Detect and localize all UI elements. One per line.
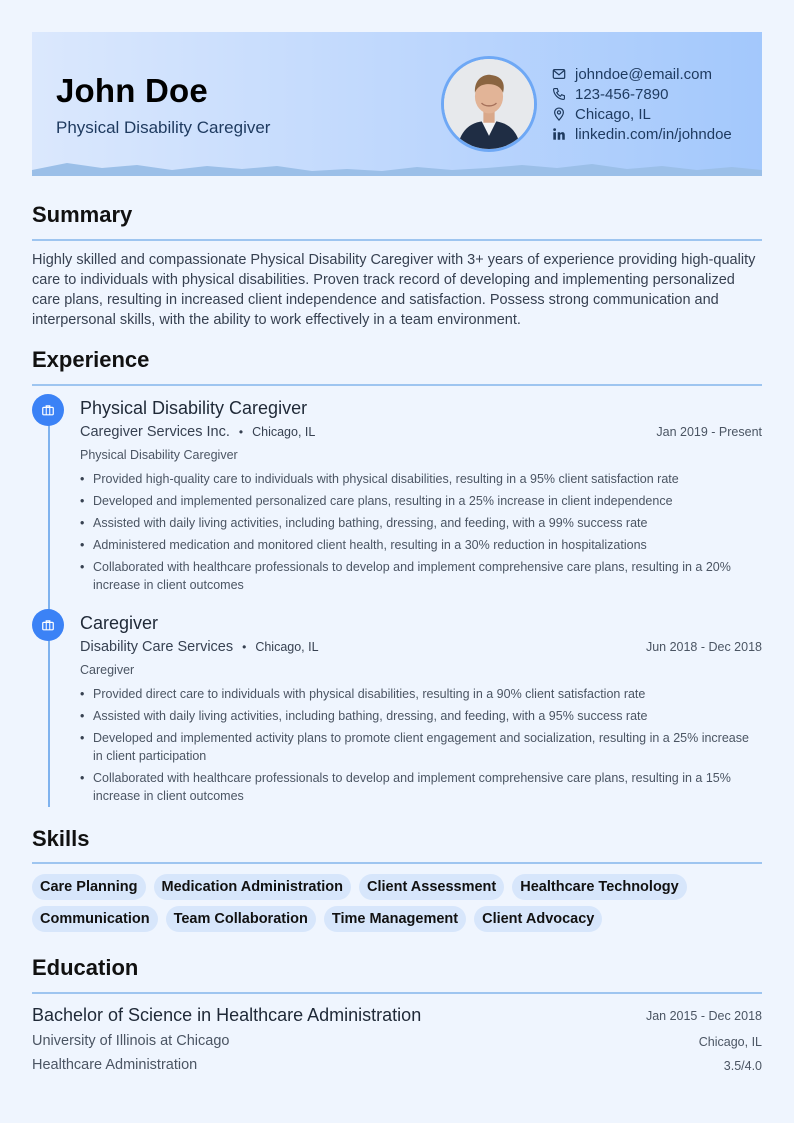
skill-chip: Healthcare Technology <box>512 874 686 900</box>
separator-dot: • <box>238 425 244 439</box>
phone-text: 123-456-7890 <box>575 85 669 103</box>
candidate-title: Physical Disability Caregiver <box>56 118 271 137</box>
bullet-item: • Collaborated with healthcare professionals to develop and implement comprehensive care plans, resulting in a 20% increase in client outcomes <box>80 558 760 594</box>
job-location: Chicago, IL <box>255 640 319 654</box>
job-role: Caregiver <box>80 663 135 677</box>
contact-list <box>552 64 732 144</box>
skills-divider <box>32 862 762 864</box>
bullet-item: • Provided high-quality care to individuals with physical disabilities, resulting in a 95% client satisfaction rate <box>80 470 760 488</box>
map-pin-icon <box>552 107 566 121</box>
job-title: Physical Disability Caregiver <box>80 398 308 418</box>
job-bullets <box>80 685 760 809</box>
job-meta <box>80 639 319 655</box>
skill-chip: Team Collaboration <box>166 906 316 932</box>
bullet-item: • Assisted with daily living activities, including bathing, dressing, and feeding, with a 95% success rate <box>80 707 760 725</box>
skills-heading: Skills <box>32 826 90 851</box>
job-location: Chicago, IL <box>252 425 316 439</box>
bullet-item: • Collaborated with healthcare professionals to develop and implement comprehensive care plans, resulting in a 15% increase in client outcomes <box>80 769 760 805</box>
education-degree: Bachelor of Science in Healthcare Administration <box>32 1005 422 1025</box>
email-text: johndoe@email.com <box>575 65 712 83</box>
job-marker <box>32 609 64 641</box>
linkedin-text: linkedin.com/in/johndoe <box>575 125 732 143</box>
briefcase-icon <box>41 403 55 417</box>
header-wave-decoration <box>32 160 762 176</box>
education-gpa: 3.5/4.0 <box>723 1059 762 1073</box>
education-location: Chicago, IL <box>698 1035 762 1049</box>
skills-list <box>32 874 732 932</box>
skill-chip: Care Planning <box>32 874 146 900</box>
phone-icon <box>552 87 566 101</box>
job-dates: Jan 2019 - Present <box>656 425 762 439</box>
contact-phone[interactable] <box>552 84 732 104</box>
skill-chip: Time Management <box>324 906 466 932</box>
skill-chip: Client Advocacy <box>474 906 602 932</box>
education-field: Healthcare Administration <box>32 1057 198 1073</box>
summary-heading: Summary <box>32 202 133 227</box>
skill-chip: Medication Administration <box>154 874 352 900</box>
location-text: Chicago, IL <box>575 105 651 123</box>
experience-heading: Experience <box>32 347 150 372</box>
bullet-item: • Developed and implemented personalized care plans, resulting in a 25% increase in client independence <box>80 492 760 510</box>
mail-icon <box>552 67 566 81</box>
bullet-item: • Administered medication and monitored client health, resulting in a 30% reduction in hospitalizations <box>80 536 760 554</box>
summary-divider <box>32 239 762 241</box>
candidate-name: John Doe <box>56 72 208 109</box>
skill-chip: Communication <box>32 906 158 932</box>
job-company: Caregiver Services Inc. <box>80 424 230 440</box>
job-title: Caregiver <box>80 613 159 633</box>
education-divider <box>32 992 762 994</box>
skill-chip: Client Assessment <box>359 874 504 900</box>
contact-linkedin[interactable] <box>552 124 732 144</box>
job-marker <box>32 394 64 426</box>
linkedin-icon <box>552 127 566 141</box>
job-dates: Jun 2018 - Dec 2018 <box>645 640 762 654</box>
bullet-item: • Assisted with daily living activities, including bathing, dressing, and feeding, with a 99% success rate <box>80 514 760 532</box>
education-heading: Education <box>32 955 139 980</box>
briefcase-icon <box>41 618 55 632</box>
summary-text: Highly skilled and compassionate Physical Disability Caregiver with 3+ years of experience providing high-quality care to individuals with physical disabilities. Proven track record of developing and implementing personalized care plans, resulting in increased client independence and satisfaction. Possess strong communication and interpersonal skills, with the ability to work effectively in a team environment. <box>32 252 756 328</box>
experience-divider <box>32 384 762 386</box>
contact-location <box>552 104 732 124</box>
education-school: University of Illinois at Chicago <box>32 1033 230 1049</box>
job-bullets <box>80 470 760 598</box>
bullet-item: • Provided direct care to individuals with physical disabilities, resulting in a 90% client satisfaction rate <box>80 685 760 703</box>
contact-email[interactable] <box>552 64 732 84</box>
bullet-item: • Developed and implemented activity plans to promote client engagement and socialization, resulting in a 25% increase in client participation <box>80 729 760 765</box>
education-dates: Jan 2015 - Dec 2018 <box>645 1009 762 1023</box>
job-role: Physical Disability Caregiver <box>80 448 238 462</box>
job-company: Disability Care Services <box>80 639 234 655</box>
job-meta <box>80 424 315 440</box>
separator-dot: • <box>242 640 247 654</box>
resume-header <box>32 32 762 176</box>
avatar <box>441 56 537 152</box>
